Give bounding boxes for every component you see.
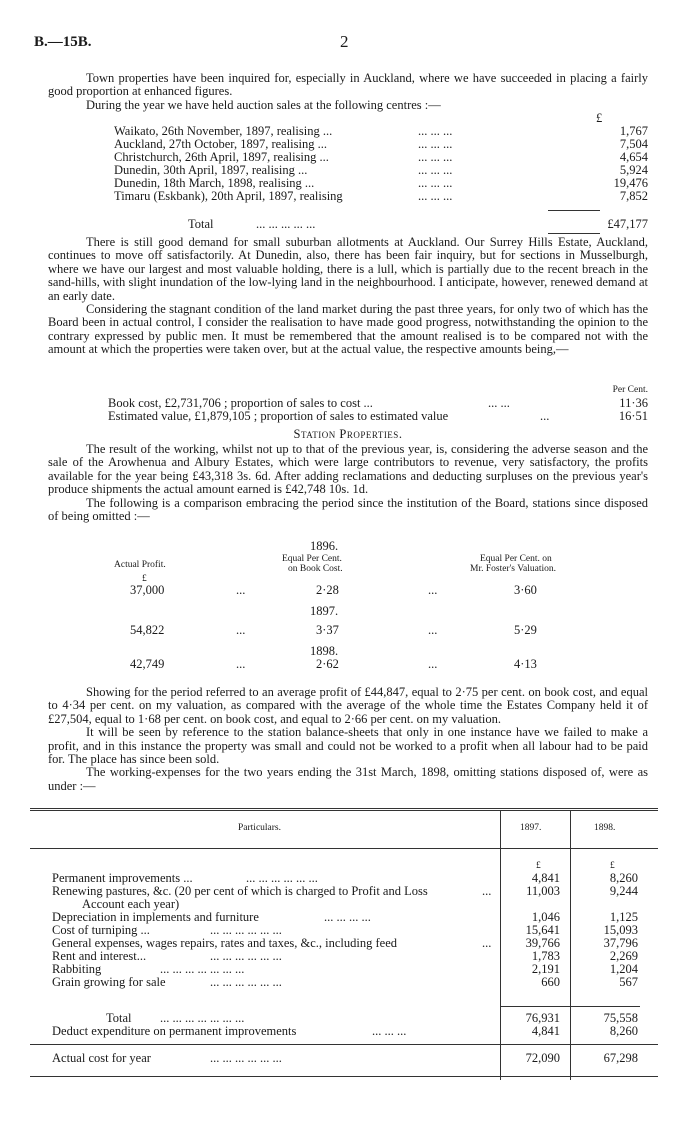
expense-row: Rabbiting ... ... ... ... ... ... ... 2,191 1,204	[52, 962, 638, 976]
col-particulars-header: Particulars.	[238, 823, 282, 833]
per-cent-header: Per Cent.	[612, 385, 648, 395]
expense-row: Depreciation in implements and furniture ... ... ... ... 1,046 1,125	[52, 910, 638, 924]
sales-row: Dunedin, 18th March, 1898, realising ... ... ... ... 19,476	[114, 176, 648, 190]
comparison-row: 54,822 ... 3·37 ... 5·29	[130, 623, 537, 637]
expenses-deduct-row: Deduct expenditure on permanent improvements ... ... ... 4,841 8,260	[52, 1024, 638, 1038]
document-reference: B.—15B.	[34, 34, 92, 50]
expense-row: Rent and interest... ... ... ... ... ... ... 1,783 2,269	[52, 949, 638, 963]
section-market-paragraphs	[48, 236, 648, 357]
col-1898-header: 1898.	[594, 823, 616, 833]
expense-row: General expenses, wages repairs, rates and taxes, &c., including feed ... 39,766 37,796	[52, 936, 638, 950]
expense-row-continuation: Account each year)	[82, 897, 180, 911]
expenses-table-top-rule	[30, 808, 658, 809]
comparison-row: 42,749 ... 2·62 ... 4·13	[130, 657, 537, 671]
paragraph-town-properties: Town properties have been inquired for, especially in Auckland, where we have succeeded in placing a fairly good proportion at enhanced figures.	[48, 71, 648, 99]
intro-section	[48, 72, 648, 112]
col-book-header: Equal Per Cent.	[282, 554, 342, 564]
paragraph-stagnant: Considering the stagnant condition of the land market during the past three years, for only two of which has the Board been in actual control, I consider the realisation to have made good progress, notwithstanding the opinion to the contrary expressed by public men. It must be remembered that the amount realised is to be compared not with the amount at which the properties were taken over, but at the actual value, the respective amounts being,—	[48, 302, 648, 357]
sales-total-underline	[548, 233, 600, 234]
expenses-total-row: Total ... ... ... ... ... ... ... 76,931 75,558	[106, 1011, 638, 1025]
expenses-subtotal-rule	[500, 1006, 640, 1007]
expense-row: Grain growing for sale ... ... ... ... ... ... 660 567	[52, 975, 638, 989]
expense-row: Permanent improvements ... ... ... ... ... ... ... 4,841 8,260	[52, 871, 638, 885]
sales-row: Timaru (Eskbank), 20th April, 1897, realising ... ... ... 7,852	[114, 189, 648, 203]
sales-total-row: Total ... ... ... ... ... £47,177	[188, 217, 648, 231]
sales-currency-header: £	[596, 111, 603, 125]
expense-row: Cost of turniping ... ... ... ... ... ... ... 15,641 15,093	[52, 923, 638, 937]
paragraph-average: Showing for the period referred to an average profit of £44,847, equal to 2·75 per cent. on book cost, and equal to 4·34 per cent. on my valuation, as compared with the average of the whole time the Estates Company held it of £27,504, equal to 1·68 per cent. on book cost, and equal to 2·66 per cent. on my valuation.	[48, 685, 648, 726]
expenses-header-row	[0, 822, 700, 835]
col-1897-header: 1897.	[520, 823, 542, 833]
comparison-currency: £	[142, 574, 147, 584]
paragraph-auction-intro: During the year we have held auction sales at the following centres :—	[86, 97, 441, 112]
expenses-header-rule	[30, 848, 658, 849]
sales-row: Dunedin, 30th April, 1897, realising ... ... ... ... 5,924	[114, 163, 648, 177]
comparison-year: 1896.	[310, 539, 339, 553]
expenses-bottom-rule	[30, 1076, 658, 1077]
paragraph-working: The result of the working, whilst not up to that of the previous year, is, considering the adverse season and the sale of the Arowhenua and Albury Estates, which were large contributors to revenue, very satisfactory, the profits available for the year being £43,318 3s. 6d. After adding reclamations and deducting surpluses on the previous year's produce shipments the actual amount earned is £42,748 10s. 1d.	[48, 442, 648, 497]
section-heading-station-properties: Station Properties.	[293, 427, 403, 441]
proportion-row: Estimated value, £1,879,105 ; proportion of sales to estimated value ... 16·51	[108, 409, 648, 423]
comparison-row: 37,000 ... 2·28 ... 3·60	[130, 583, 537, 597]
sales-total-rule	[548, 210, 600, 211]
sales-row: Christchurch, 26th April, 1897, realising ... ... ... ... 4,654	[114, 150, 648, 164]
col-foster-header: Equal Per Cent. on	[480, 554, 552, 564]
proportions-list	[48, 384, 648, 423]
comparison-year: 1897.	[310, 604, 339, 618]
paragraph-comparison: The following is a comparison embracing the period since the institution of the Board, stations since disposed of being omitted :—	[48, 495, 648, 524]
auction-sales-list	[48, 112, 648, 203]
paragraph-suburban: There is still good demand for small suburban allotments at Auckland. Our Surrey Hills Estate, Auckland, continues to move off satisfactorily. At Dunedin, also, there has been fair inquiry, but for sections in Musselburgh, where we have our largest and most valuable holding, there is a lull, which is partially due to the recent breach in the sand-hills, with slight inundation of the low-lying land in the neighbourhood. I anticipate, however, renewed demand at an early date.	[48, 235, 648, 303]
comparison-table: 1896. Equal Per Cent. Equal Per Cent. on Actual Profit. on Book Cost. Mr. Foster's Valuation. £ 37,000 ... 2·28 ... 3·60 1897. 54,822 ... 3·37 ... 5·29 1898. 42,749 ... 2·62 ... 4·13	[48, 540, 648, 671]
expenses-actual-row: Actual cost for year ... ... ... ... ... ... 72,090 67,298	[52, 1051, 638, 1065]
sales-row: Auckland, 27th October, 1897, realising ... ... ... ... 7,504	[114, 137, 648, 151]
expenses-table-body: £ £ Permanent improvements ... ... ... ... ... ... ... 4,841 8,260 Renewing pastures, &c. (20 per cent of which is charged to Profit and Loss ... 11,003 9,244 Account each year) Depreciation in implements and furniture ... ... ... ... 1,046 1,125 Cost of turniping ... ... ... ... ... ... ... 15,641 15,093 General expenses, wages repairs, rates and taxes, &c., including feed ... 39,766 37,796 Rent and interest... ... ... ... ... ... ... 1,783 2,269 Rabbiting ... ... ... ... ... ... ... 2,191 1,204 Grain growing for sale ... ... ... ... ... ... 660 567	[0, 860, 700, 989]
expenses-actual-rule	[30, 1044, 658, 1045]
paragraph-expenses: The working-expenses for the two years ending the 31st March, 1898, omitting stations disposed of, were as under :—	[48, 765, 648, 793]
expenses-totals	[0, 1012, 700, 1038]
proportion-row: Book cost, £2,731,706 ; proportion of sales to cost ... ... ... 11·36	[108, 396, 648, 410]
page-number: 2	[340, 32, 349, 51]
sales-row: Waikato, 26th November, 1897, realising ... ... ... ... 1,767	[114, 124, 648, 138]
paragraph-balance: It will be seen by reference to the station balance-sheets that only in one instance have we failed to make a profit, and in this instance the property was small and could not be worked to a profit when all labour had to be paid for. The place has since been sold.	[48, 725, 648, 767]
average-paragraphs	[48, 686, 648, 793]
col-actual-header: Actual Profit.	[114, 560, 166, 570]
expense-row: Renewing pastures, &c. (20 per cent of which is charged to Profit and Loss ... 11,003 9,244	[52, 884, 638, 898]
station-paragraphs	[48, 443, 648, 523]
comparison-year: 1898.	[310, 644, 339, 658]
